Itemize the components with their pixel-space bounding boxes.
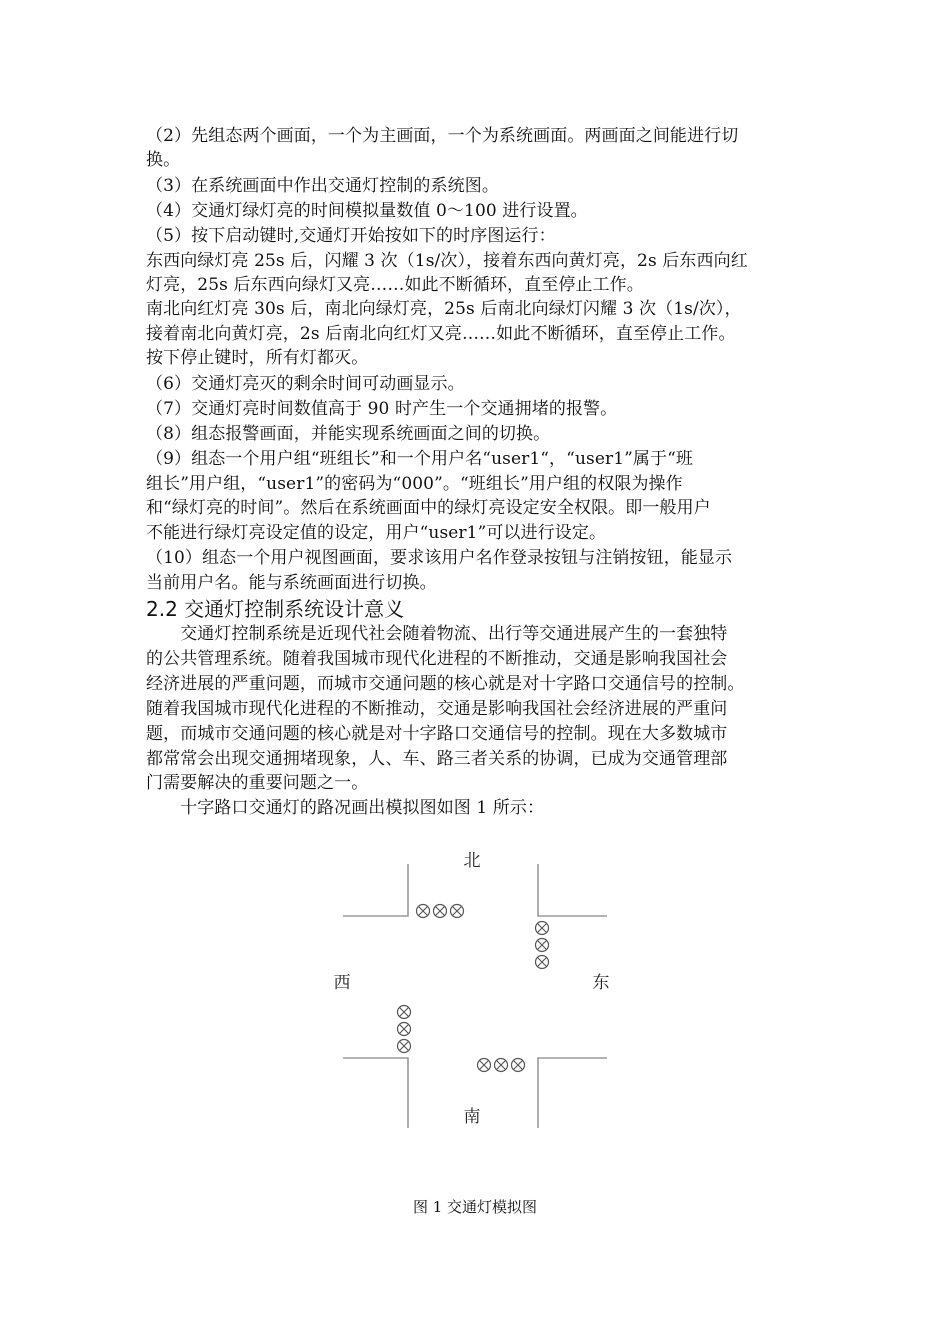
signal-lamp-icon: [495, 1059, 508, 1072]
road-edge-southwest: [343, 1058, 408, 1128]
text-line: 组长”用户组，“user1”的密码为“000”。“班组长”用户组的权限为操作: [146, 474, 683, 494]
text-line: 都常常会出现交通拥堵现象，人、车、路三者关系的协调，已成为交通管理部: [146, 749, 728, 769]
text-line: （10）组态一个用户视图画面，要求该用户名作登录按钮与注销按钮，能显示: [146, 548, 733, 568]
text-line: 当前用户名。能与系统画面进行切换。: [146, 573, 437, 593]
text-line: 东西向绿灯亮 25s 后，闪耀 3 次（1s/次），接着东西向黄灯亮，2s 后东西向红: [146, 251, 748, 271]
south-signal-group: [478, 1059, 525, 1072]
text-line: 南北向红灯亮 30s 后，南北向绿灯亮，25s 后南北向绿灯闪耀 3 次（1s/次），: [146, 299, 742, 319]
west-signal-group: [398, 1006, 411, 1053]
north-signal-group: [417, 905, 464, 918]
section-heading: 2.2 交通灯控制系统设计意义: [146, 597, 405, 621]
text-line: （6）交通灯亮灭的剩余时间可动画显示。: [146, 374, 465, 394]
signal-lamp-icon: [398, 1040, 411, 1053]
east-signal-group: [536, 922, 549, 969]
text-line: 题，而城市交通问题的核心就是对十字路口交通信号的控制。现在大多数城市: [146, 724, 728, 744]
road-edge-southeast: [538, 1058, 607, 1128]
signal-lamp-icon: [398, 1023, 411, 1036]
text-line: （2）先组态两个画面，一个为主画面，一个为系统画面。两画面之间能进行切: [146, 126, 739, 146]
east-label: 东: [592, 973, 610, 993]
text-line: 门需要解决的重要问题之一。: [146, 773, 369, 793]
signal-lamp-icon: [512, 1059, 525, 1072]
text-line: 经济进展的严重问题，而城市交通问题的核心就是对十字路口交通信号的控制。: [146, 674, 745, 694]
road-edge-northwest: [343, 864, 408, 916]
text-line: 的公共管理系统。随着我国城市现代化进程的不断推动，交通是影响我国社会: [146, 649, 728, 669]
signal-lamp-icon: [398, 1006, 411, 1019]
text-line: 接着南北向黄灯亮，2s 后南北向红灯又亮……如此不断循环，直至停止工作。: [146, 324, 736, 344]
figure-caption: 图 1 交通灯模拟图: [412, 1198, 538, 1216]
text-line: 按下停止键时，所有灯都灭。: [146, 348, 369, 368]
text-line: 不能进行绿灯亮设定值的设定，用户“user1”可以进行设定。: [146, 523, 607, 543]
text-line: 十字路口交通灯的路况画出模拟图如图 1 所示：: [146, 798, 545, 818]
signal-lamp-icon: [434, 905, 447, 918]
road-edges: [343, 864, 607, 1128]
signal-lamp-icon: [451, 905, 464, 918]
south-label: 南: [463, 1107, 481, 1127]
west-label: 西: [333, 973, 351, 993]
road-edge-northeast: [538, 864, 607, 916]
text-line: 和“绿灯亮的时间”。然后在系统画面中的绿灯亮设定安全权限。即一般用户: [146, 498, 711, 518]
text-line: 灯亮，25s 后东西向绿灯又亮……如此不断循环，直至停止工作。: [146, 275, 644, 295]
text-line: （7）交通灯亮时间数值高于 90 时产生一个交通拥堵的报警。: [146, 399, 618, 419]
text-line: （9）组态一个用户组“班组长”和一个用户名“user1“，“user1”属于“班: [146, 449, 694, 469]
signal-lamp-icon: [536, 922, 549, 935]
signal-lamp-icon: [417, 905, 430, 918]
text-line: （8）组态报警画面，并能实现系统画面之间的切换。: [146, 424, 551, 444]
north-label: 北: [463, 851, 481, 871]
signal-lamp-icon: [536, 956, 549, 969]
signal-lamp-icon: [536, 939, 549, 952]
text-line: （5）按下启动键时,交通灯开始按如下的时序图运行：: [146, 226, 556, 246]
text-line: 随着我国城市现代化进程的不断推动，交通是影响我国社会经济进展的严重问: [146, 699, 728, 719]
text-line: （4）交通灯绿灯亮的时间模拟量数值 0～100 进行设置。: [146, 201, 588, 221]
text-line: （3）在系统画面中作出交通灯控制的系统图。: [146, 176, 499, 196]
signal-lamp-icon: [478, 1059, 491, 1072]
text-line: 换。: [146, 150, 181, 170]
text-line: 交通灯控制系统是近现代社会随着物流、出行等交通进展产生的一套独特: [146, 624, 728, 644]
